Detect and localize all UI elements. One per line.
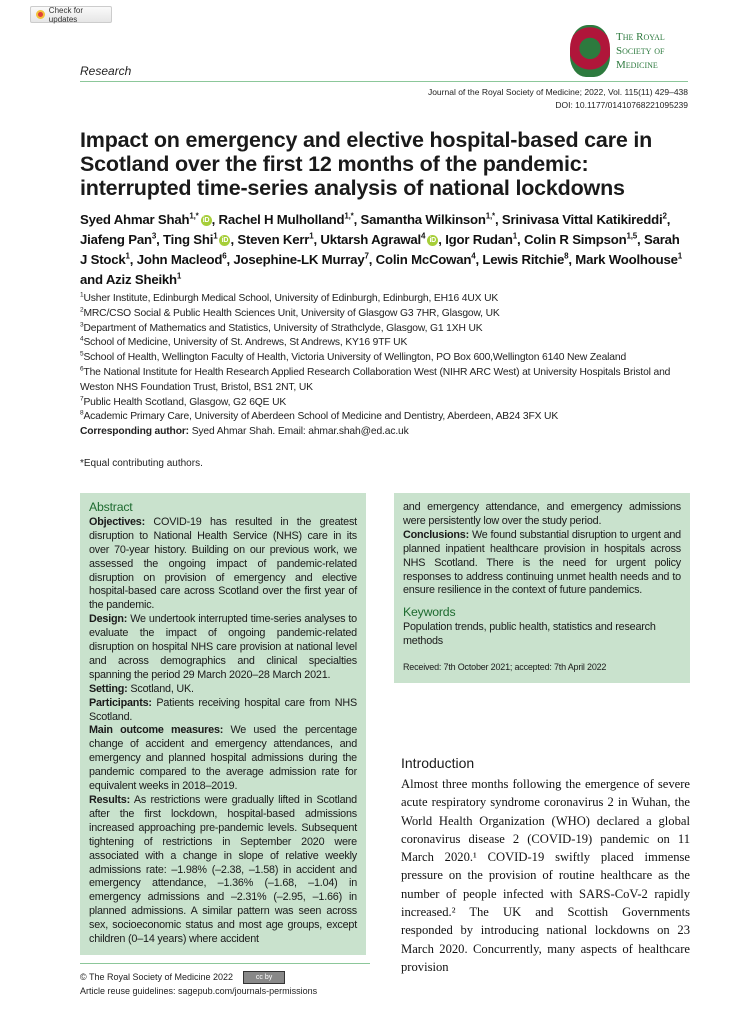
corresponding-author bbox=[80, 425, 690, 440]
logo-line: Medicine bbox=[616, 59, 658, 71]
author-affiliation-sup: 1 bbox=[125, 251, 130, 261]
author-name-text: Aziz Sheikh bbox=[105, 272, 177, 287]
equal-contribution-note: *Equal contributing authors. bbox=[80, 457, 203, 469]
abstract-section bbox=[89, 794, 357, 947]
author-affiliation-sup: 1 bbox=[309, 231, 314, 241]
author-name bbox=[106, 272, 181, 287]
affiliations bbox=[80, 292, 690, 440]
affiliation bbox=[80, 410, 690, 425]
affiliation-number: 6 bbox=[80, 365, 84, 373]
affiliation-number: 4 bbox=[80, 335, 84, 343]
introduction-heading: Introduction bbox=[401, 754, 475, 771]
author-name bbox=[137, 252, 227, 267]
reuse-guidelines[interactable]: Article reuse guidelines: sagepub.com/journals-permissions bbox=[80, 986, 318, 997]
abstract-heading: Abstract bbox=[89, 499, 133, 514]
affiliation-text: Usher Institute, Edinburgh Medical School, University of Edinburgh, Edinburgh, EH16 4UX UK bbox=[83, 293, 499, 304]
author-name-text: Igor Rudan bbox=[445, 232, 513, 247]
doi[interactable]: DOI: 10.1177/01410768221095239 bbox=[555, 100, 688, 110]
abstract-continued: and emergency attendance, and emergency admissions were persistently low over the study period. bbox=[403, 500, 681, 527]
affiliation-number: 7 bbox=[80, 395, 84, 403]
author-name bbox=[502, 212, 667, 227]
cc-license-icon: cc by bbox=[243, 971, 285, 984]
footer bbox=[80, 970, 366, 1018]
affiliation-text: School of Health, Wellington Faculty of Health, Victoria University of Wellington, PO Box 600,Wellington 6140 New Zealand bbox=[83, 352, 627, 364]
section-label: Design: bbox=[89, 613, 128, 626]
section-text: Patients receiving hospital care from NHS Scotland. bbox=[89, 696, 357, 723]
logo-line: The Royal bbox=[616, 31, 665, 43]
author-name bbox=[575, 252, 682, 267]
orcid-icon[interactable]: iD bbox=[427, 235, 438, 246]
author-name-text: Sarah J Stock bbox=[80, 232, 680, 267]
check-for-updates-label: Check for updates bbox=[48, 5, 84, 24]
author-name-text: Ting Shi bbox=[163, 232, 214, 247]
affiliation-text: Public Health Scotland, Glasgow, G2 6QE UK bbox=[83, 396, 287, 408]
author-affiliation-sup: 4 bbox=[471, 251, 476, 261]
orcid-icon[interactable]: iD bbox=[219, 235, 230, 246]
abstract-section bbox=[89, 697, 357, 725]
author-name-text: Lewis Ritchie bbox=[482, 252, 565, 267]
section-text: COVID-19 has resulted in the greatest disruption to National Health Service (NHS) care in its over 70-year history. Building on our previous work, we assessed the ongoing impact of pandemic-related disruption on provision of emergency and elective hospital-based care across Scotland over the first year of the pandemic. bbox=[89, 515, 357, 612]
affiliation-number: 2 bbox=[80, 306, 84, 314]
section-label: Participants: bbox=[89, 696, 152, 709]
affiliation bbox=[80, 336, 690, 351]
author-affiliation-sup: 7 bbox=[364, 251, 369, 261]
author-name bbox=[219, 212, 354, 227]
introduction-text: Almost three months following the emergence of severe acute respiratory syndrome coronavirus 2 in Wuhan, the World Health Organization (WHO) declared a global coronavirus disease 2 (COVID-19) pandemic on 11 March 2020.¹ COVID-19 swiftly placed immense pressure on the provision of routine healthcare as the number of people infected with SARS-CoV-2 rapidly increased.² The UK and Scottish Governments responded by introducing national lockdowns on 23 March 2020. Concurrently, many aspects of healthcare provision bbox=[401, 776, 690, 974]
section-text: We used the percentage change of accident and emergency attendances, and emergency and planned hospital admissions during the pandemic compared to the average admission rate for equivalent weeks in 2018–2019. bbox=[89, 724, 357, 793]
section-text: Scotland, UK. bbox=[130, 682, 194, 695]
header-rule bbox=[80, 81, 688, 82]
author-name bbox=[233, 252, 368, 267]
author-separator: and bbox=[80, 272, 106, 287]
footer-rule bbox=[80, 963, 370, 964]
abstract-box-continued bbox=[394, 493, 690, 683]
author-name-text: Mark Woolhouse bbox=[575, 252, 678, 267]
author-name bbox=[320, 232, 438, 247]
corresponding-label: Corresponding author: bbox=[80, 426, 189, 438]
author-affiliation-sup: 2 bbox=[662, 211, 667, 221]
crest-icon bbox=[570, 25, 610, 77]
author-name bbox=[482, 252, 568, 267]
author-name-text: Rachel H Mulholland bbox=[218, 212, 345, 227]
affiliation bbox=[80, 351, 690, 366]
author-name-text: Syed Ahmar Shah bbox=[80, 212, 190, 227]
author-name bbox=[80, 232, 156, 247]
author-affiliation-sup: 1 bbox=[213, 231, 218, 241]
affiliation bbox=[80, 307, 690, 322]
section-label: Main outcome measures: bbox=[89, 724, 224, 737]
author-name bbox=[445, 232, 517, 247]
author-affiliation-sup: 1,* bbox=[344, 211, 354, 221]
author-name bbox=[163, 232, 230, 247]
author-name-text: Colin R Simpson bbox=[523, 232, 627, 247]
right-column bbox=[394, 493, 690, 976]
author-name-text: John Macleod bbox=[136, 252, 223, 267]
section-text: As restrictions were gradually lifted in Scotland after the first lockdown, hospital-based admissions increased approaching pre-pandemic levels. Subsequent tightening of restrictions in September 2020 were associated with a change in slope of relative weekly admissions rate: –1.98% (–2.38, –1.58) in accident and emergency attendance, –1.36% (–1.68, –1.04) in emergency admissions and –2.31% (–2.95, –1.66) in planned admissions. A similar pattern was seen across sex, socioeconomic status and most age groups, except children (0–14 years) where accident bbox=[89, 794, 357, 946]
section-text: We found substantial disruption to urgent and planned inpatient healthcare provision in hospitals across NHS Scotland. There is the need for urgent policy responses to address continuing unmet health needs and to ensure resilience in the context of future pandemics. bbox=[403, 528, 681, 597]
abstract-section bbox=[89, 613, 357, 683]
author-name-text: Steven Kerr bbox=[237, 232, 310, 247]
author-name-text: Josephine-LK Murray bbox=[233, 252, 365, 267]
abstract-section bbox=[89, 724, 357, 794]
article-title: Impact on emergency and elective hospital-based care in Scotland over the first 12 months of the pandemic: interrupted time-series analysis of national lockdowns bbox=[80, 128, 653, 200]
abstract-section bbox=[89, 516, 357, 613]
author-affiliation-sup: 1 bbox=[512, 231, 518, 241]
author-affiliation-sup: 1,* bbox=[485, 211, 495, 221]
author-name-text: Uktarsh Agrawal bbox=[320, 232, 421, 247]
abstract-section bbox=[89, 683, 357, 697]
abstract-conclusions bbox=[403, 529, 681, 599]
affiliation-text: The National Institute for Health Research Applied Research Collaboration West (NIHR ARC West) at University Hospitals Bristol and Weston NHS Foundation Trust, Bristol, BS1 2NT, UK bbox=[80, 366, 671, 393]
author-name-text: Samantha Wilkinson bbox=[360, 212, 486, 227]
author-name bbox=[376, 252, 476, 267]
author-name bbox=[524, 232, 637, 247]
check-for-updates-button[interactable] bbox=[30, 6, 112, 23]
left-column bbox=[80, 493, 366, 1018]
author-affiliation-sup: 1 bbox=[176, 271, 182, 281]
author-affiliation-sup: 1,* bbox=[189, 211, 199, 221]
author-affiliation-sup: 8 bbox=[564, 251, 569, 261]
affiliation-text: School of Medicine, University of St. Andrews, St Andrews, KY16 9TF UK bbox=[83, 337, 408, 349]
author-name-text: Jiafeng Pan bbox=[80, 232, 152, 247]
section-label: Conclusions: bbox=[403, 528, 469, 541]
received-dates: Received: 7th October 2021; accepted: 7th April 2022 bbox=[403, 662, 607, 673]
affiliation bbox=[80, 366, 690, 396]
abstract-box bbox=[80, 493, 366, 955]
keywords-heading: Keywords bbox=[403, 605, 456, 620]
affiliation-text: Department of Mathematics and Statistics, University of Strathclyde, Glasgow, G1 1XH UK bbox=[83, 322, 483, 334]
author-name-text: Colin McCowan bbox=[375, 252, 472, 267]
author-affiliation-sup: 3 bbox=[151, 231, 157, 241]
author-name-text: Srinivasa Vittal Katikireddi bbox=[501, 212, 663, 227]
author-affiliation-sup: 1 bbox=[677, 251, 682, 261]
affiliation-number: 1 bbox=[80, 291, 84, 299]
copyright: © The Royal Society of Medicine 2022 bbox=[80, 971, 234, 982]
section-label: Objectives: bbox=[89, 515, 146, 528]
author-affiliation-sup: 4 bbox=[421, 231, 426, 241]
affiliation bbox=[80, 292, 690, 307]
affiliation bbox=[80, 322, 690, 337]
affiliation-number: 8 bbox=[80, 409, 84, 417]
corresponding-text: Syed Ahmar Shah. Email: ahmar.shah@ed.ac.uk bbox=[191, 426, 409, 438]
author-name bbox=[361, 212, 495, 227]
section-text: We undertook interrupted time-series analyses to evaluate the impact of ongoing pandemic-related disruption on hospital NHS care provision at national level and across demographics and clinical specialties spanning the period 29 March 2020–28 March 2021. bbox=[89, 613, 357, 681]
affiliation bbox=[80, 396, 690, 411]
section-label: Setting: bbox=[89, 682, 128, 695]
update-icon bbox=[36, 10, 45, 19]
citation: Journal of the Royal Society of Medicine; 2022, Vol. 115(11) 429–438 bbox=[427, 87, 688, 97]
logo-line: Society of bbox=[616, 45, 665, 57]
orcid-icon[interactable]: iD bbox=[201, 215, 212, 226]
journal-logo bbox=[570, 24, 690, 78]
author-affiliation-sup: 1,5 bbox=[626, 231, 638, 241]
affiliation-number: 3 bbox=[80, 321, 84, 329]
author-affiliation-sup: 6 bbox=[222, 251, 227, 261]
section-label: Results: bbox=[89, 794, 130, 806]
affiliation-text: MRC/CSO Social & Public Health Sciences Unit, University of Glasgow G3 7HR, Glasgow, UK bbox=[83, 307, 500, 319]
journal-info bbox=[428, 86, 688, 112]
article-front-matter bbox=[80, 128, 690, 1018]
affiliation-number: 5 bbox=[80, 350, 84, 358]
author-name bbox=[237, 232, 313, 247]
keywords: Population trends, public health, statistics and research methods bbox=[403, 621, 656, 648]
author-name bbox=[80, 212, 212, 227]
section-label: Research bbox=[80, 64, 132, 78]
affiliation-text: Academic Primary Care, University of Aberdeen School of Medicine and Dentistry, Aberdeen, AB24 3FX UK bbox=[83, 411, 559, 423]
author-list: Syed Ahmar Shah$^{1,*}$ iD , Rachel H Mulholland$^{1,*}$, Samantha Wilkinson$^{1,*}$, Srinivasa Vittal Katikireddi$^2$, Jiafeng Pan$^3$, Ting Shi$^1$ iD , Steven Kerr$^1$, Uktarsh Agrawal$^4$ iD , Igor Rudan$^1$, Colin R Simpson$^{1,5}$, Sarah J Stock$^1$, John Macleod$^6$, Josephine-LK Murray$^7$, Colin McCowan$^4$, Lewis Ritchie$^8$, Mark Woolhouse$^1$ and Aziz Sheikh$^1$ bbox=[80, 211, 682, 287]
